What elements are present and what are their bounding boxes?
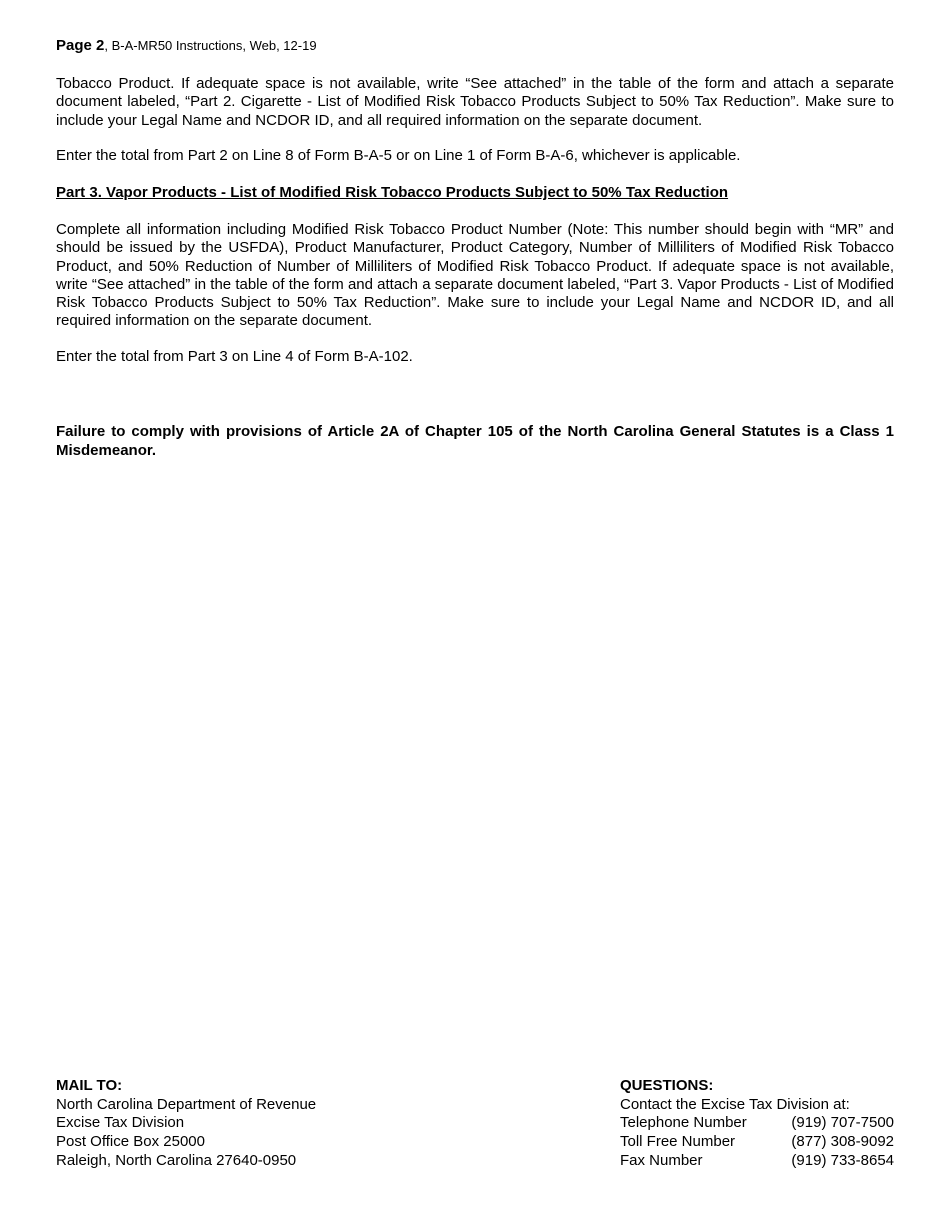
questions-title: QUESTIONS: (620, 1077, 714, 1094)
contact-label: Telephone Number (620, 1114, 747, 1132)
part2-total-instruction: Enter the total from Part 2 on Line 8 of Form B-A-5 or on Line 1 of Form B-A-6, whichever is applicable. (56, 147, 741, 164)
part3-heading: Part 3. Vapor Products - List of Modified Risk Tobacco Products Subject to 50% Tax Reduction (56, 184, 729, 201)
contact-number: (877) 308-9092 (791, 1133, 894, 1151)
contact-number: (919) 707-7500 (791, 1114, 894, 1132)
contact-label: Fax Number (620, 1151, 703, 1169)
part2-continued-paragraph: Tobacco Product. If adequate space is not available, write “See attached” in the table of the form and attach a separate document labeled, “Part 2. Cigarette - List of Modified Risk Tobacco Products Subject to 50% Tax Reduction”. Make sure to include your Legal Name and NCDOR ID, and all required information on the separate document. (56, 75, 894, 129)
mail-to-block (56, 1077, 316, 1171)
contact-row-toll-free (620, 1133, 894, 1152)
questions-intro: Contact the Excise Tax Division at: (620, 1095, 850, 1113)
mail-to-title: MAIL TO: (56, 1077, 123, 1094)
questions-block (620, 1077, 894, 1171)
page-number: Page 2 (56, 37, 105, 54)
part3-total-instruction: Enter the total from Part 3 on Line 4 of Form B-A-102. (56, 348, 413, 365)
contact-label: Toll Free Number (620, 1133, 736, 1151)
mail-address-line: Excise Tax Division (56, 1114, 185, 1132)
misdemeanor-warning: Failure to comply with provisions of Article 2A of Chapter 105 of the North Carolina General Statutes is a Class 1 Misdemeanor. (56, 423, 894, 459)
part3-instructions-paragraph: Complete all information including Modified Risk Tobacco Product Number (Note: This number should begin with “MR” and should be issued by the USFDA), Product Manufacturer, Product Category, Number of Milliliters of Modified Risk Tobacco Product, and 50% Reduction of Number of Milliliters of Modified Risk Tobacco Product. If adequate space is not available, write “See attached” in the table of the form and attach a separate document labeled, “Part 3. Vapor Products - List of Modified Risk Tobacco Products Subject to 50% Tax Reduction”. Make sure to include your Legal Name and NCDOR ID, and all required information on the separate document. (56, 221, 894, 330)
page-header (56, 38, 317, 54)
contact-row-fax (620, 1152, 894, 1171)
contact-number: (919) 733-8654 (791, 1151, 894, 1169)
mail-address-line: Post Office Box 25000 (56, 1133, 205, 1151)
contact-row-telephone (620, 1114, 894, 1133)
mail-address-line: Raleigh, North Carolina 27640-0950 (56, 1151, 297, 1169)
mail-address-line: North Carolina Department of Revenue (56, 1095, 317, 1113)
form-info: , B-A-MR50 Instructions, Web, 12-19 (104, 38, 317, 53)
